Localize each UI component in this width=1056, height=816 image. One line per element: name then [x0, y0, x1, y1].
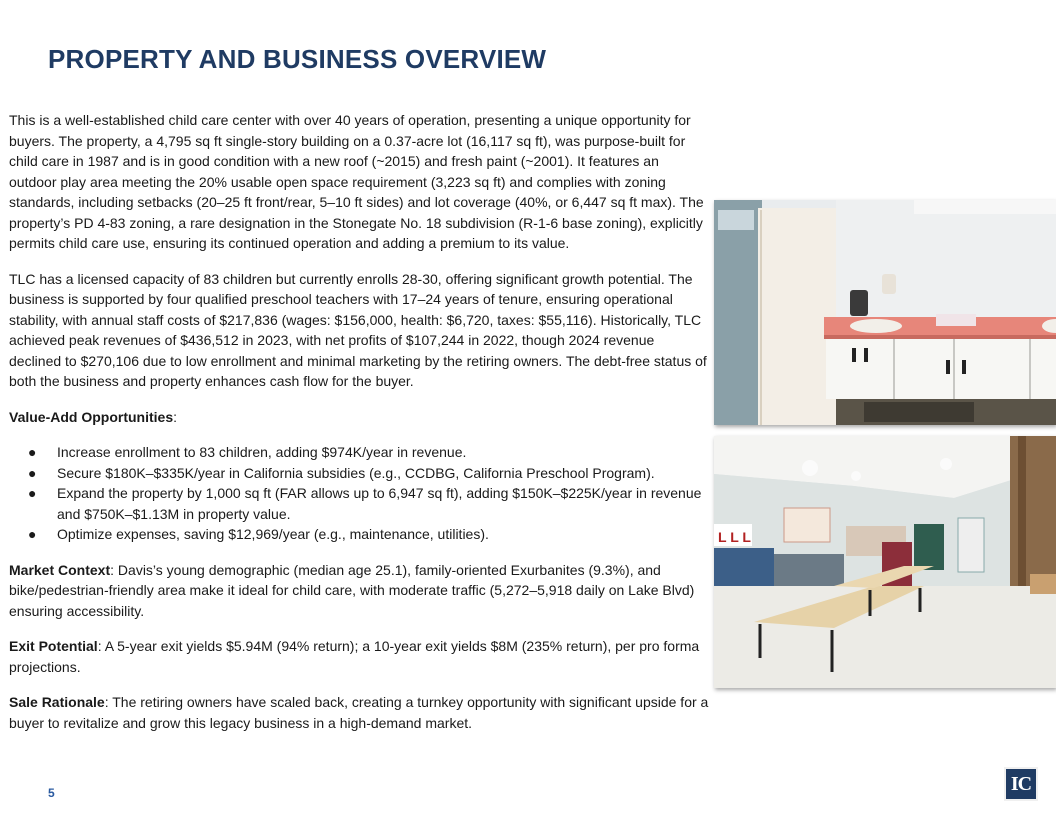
- list-item-text: Secure $180K–$335K/year in California subsidies (e.g., CCDBG, California Preschool Program).: [57, 464, 655, 481]
- list-item: [9, 442, 709, 463]
- market-context-label: Market Context: [9, 561, 111, 578]
- sale-rationale-text: : The retiring owners have scaled back, creating a turnkey opportunity with significant upside for a buyer to revitalize and grow this legacy business in a high-demand market.: [9, 694, 709, 731]
- value-add-heading: [9, 407, 709, 428]
- page-number: 5: [48, 786, 55, 800]
- sale-rationale-paragraph: [9, 692, 709, 733]
- value-add-colon: :: [173, 408, 178, 425]
- bullet-icon: ●: [28, 485, 37, 501]
- market-context-text: : Davis’s young demographic (median age 25.1), family-oriented Exurbanites (9.3%), and bike/pedestrian-friendly area make it ideal for child care, with moderate traffic (5,272–5,918 daily on Lake Blvd) ensuring accessibility.: [9, 561, 695, 619]
- company-logo: IC: [1004, 767, 1038, 801]
- market-context-paragraph: [9, 560, 709, 622]
- bullet-icon: ●: [28, 444, 37, 460]
- sale-rationale-label: Sale Rationale: [9, 694, 105, 710]
- restroom-illustration: [714, 200, 1056, 425]
- list-item-text: Optimize expenses, saving $12,969/year (e.g., maintenance, utilities).: [57, 526, 489, 542]
- bullet-icon: ●: [28, 464, 37, 481]
- classroom-photo: [714, 436, 1056, 688]
- value-add-label: Value-Add Opportunities: [9, 408, 174, 425]
- list-item-text: Expand the property by 1,000 sq ft (FAR allows up to 6,947 sq ft), adding $150K–$225K/year in revenue and $750K–$1.13M in property value.: [57, 485, 702, 522]
- exit-potential-text: : A 5-year exit yields $5.94M (94% return); a 10-year exit yields $8M (235% return), per pro forma projections.: [9, 638, 700, 675]
- list-item: [9, 463, 709, 484]
- exit-potential-paragraph: [9, 636, 709, 677]
- value-add-list: [9, 442, 709, 545]
- list-item: [9, 524, 709, 545]
- classroom-illustration: [714, 436, 1056, 688]
- list-item: [9, 483, 709, 524]
- business-paragraph: TLC has a licensed capacity of 83 children but currently enrolls 28-30, offering significant growth potential. The business is supported by four qualified preschool teachers with 17–24 years of tenure, ensuring operational stability, with annual staff costs of $217,836 (wages: $156,000, health: $6,720, taxes: $55,116). Historically, TLC achieved peak revenues of $436,512 in 2023, with net profits of $107,244 in 2022, though 2024 revenue declined to $270,106 due to low enrollment and minimal marketing by the retiring owners. The debt-free status of both the business and property enhances cash flow for the buyer.: [9, 270, 707, 389]
- exit-potential-label: Exit Potential: [9, 638, 98, 654]
- overview-text: [9, 110, 709, 748]
- list-item-text: Increase enrollment to 83 children, adding $974K/year in revenue.: [57, 444, 467, 460]
- intro-paragraph: This is a well-established child care center with over 40 years of operation, presenting a unique opportunity for buyers. The property, a 4,795 sq ft single-story building on a 0.37-acre lot (16,117 sq ft), was purpose-built for child care in 1987 and is in good condition with a new roof (~2015) and fresh paint (~2001). It features an outdoor play area meeting the 20% usable open space requirement (3,223 sq ft) and complies with zoning standards, including setbacks (20–25 ft front/rear, 5–10 ft sides) and lot coverage (40%, or 6,447 sq ft max). The property’s PD 4-83 zoning, a rare designation in the Stonegate No. 18 subdivision (R-1-6 base zoning), explicitly permits child care use, ensuring its continued operation and adding a premium to its value.: [9, 112, 704, 251]
- bullet-icon: ●: [28, 526, 37, 542]
- svg-text:L L L: L L L: [718, 529, 751, 545]
- page-title: PROPERTY AND BUSINESS OVERVIEW: [48, 44, 547, 74]
- restroom-photo: [714, 200, 1056, 425]
